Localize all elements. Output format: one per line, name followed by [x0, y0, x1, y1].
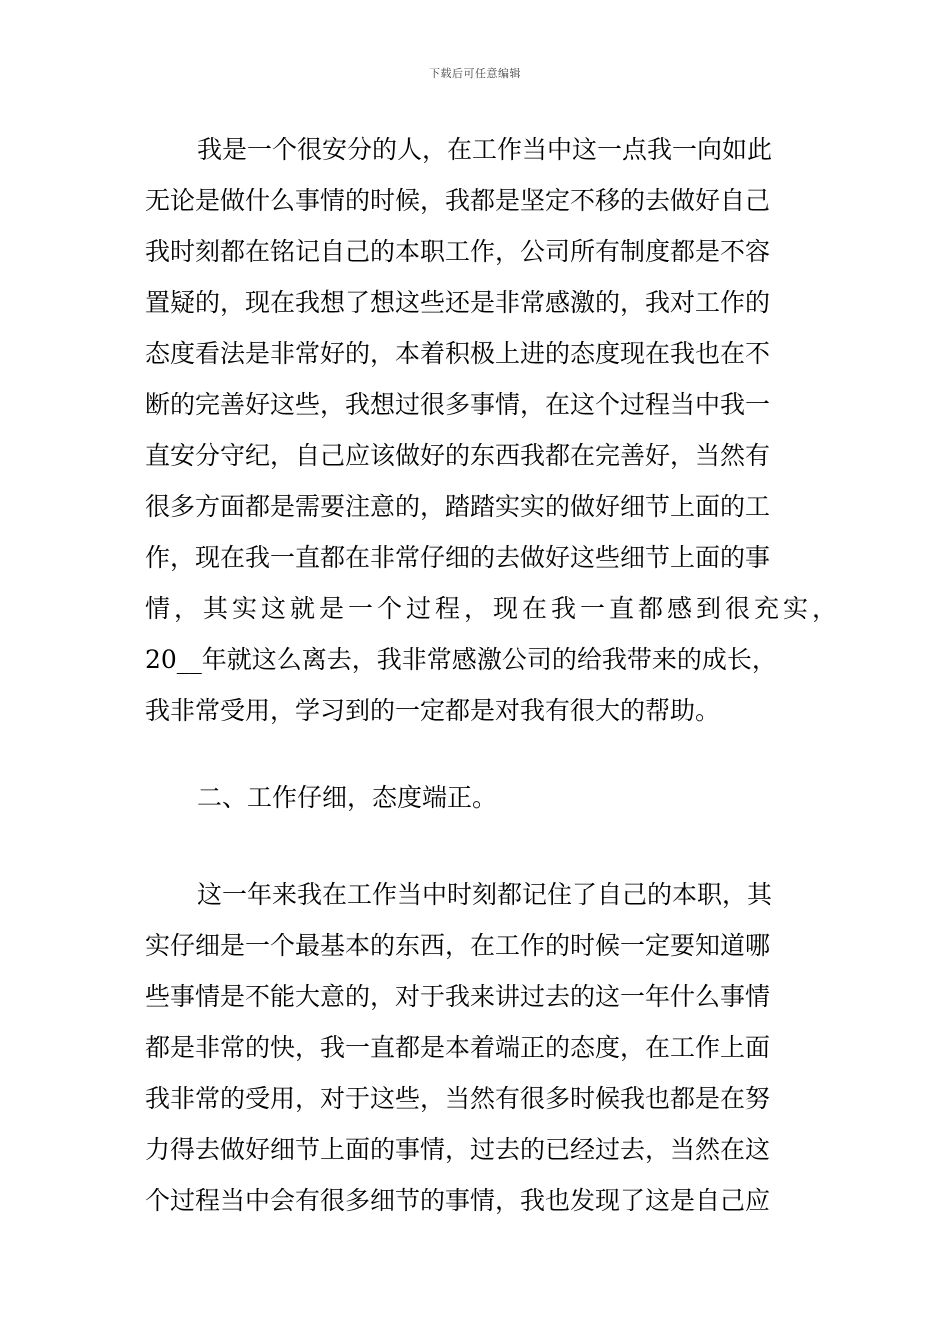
paragraph-line: 20__年就这么离去，我非常感激公司的给我带来的成长，	[145, 645, 777, 674]
paragraph-line: 个过程当中会有很多细节的事情，我也发现了这是自己应	[145, 1186, 771, 1215]
paragraph-line: 断的完善好这些，我想过很多事情，在这个过程当中我一	[145, 390, 771, 419]
paragraph-line: 情，其实这就是一个过程，现在我一直都感到很充实，	[145, 594, 842, 623]
paragraph-line: 这一年来我在工作当中时刻都记住了自己的本职，其	[197, 880, 773, 909]
section-heading-text: 二、工作仔细，态度端正。	[197, 783, 498, 812]
paragraph-line: 无论是做什么事情的时候，我都是坚定不移的去做好自己	[145, 186, 771, 215]
paragraph-line: 态度看法是非常好的，本着积极上进的态度现在我也在不	[145, 339, 771, 368]
paragraph-line: 我时刻都在铭记自己的本职工作，公司所有制度都是不容	[145, 237, 771, 266]
page-header: 下载后可任意编辑	[429, 67, 521, 80]
paragraph-2	[145, 882, 825, 1239]
paragraph-line: 力得去做好细节上面的事情，过去的已经过去，当然在这	[145, 1135, 771, 1164]
paragraph-line: 些事情是不能大意的，对于我来讲过去的这一年什么事情	[145, 982, 771, 1011]
paragraph-1	[145, 135, 842, 749]
paragraph-line: 作，现在我一直都在非常仔细的去做好这些细节上面的事	[145, 543, 771, 572]
paragraph-line: 都是非常的快，我一直都是本着端正的态度，在工作上面	[145, 1033, 771, 1062]
paragraph-line: 我是一个很安分的人，在工作当中这一点我一向如此	[197, 135, 773, 164]
paragraph-line: 我非常受用，学习到的一定都是对我有很大的帮助。	[145, 696, 721, 725]
paragraph-line: 实仔细是一个最基本的东西，在工作的时候一定要知道哪	[145, 931, 771, 960]
paragraph-line: 直安分守纪，自己应该做好的东西我都在完善好，当然有	[145, 441, 771, 470]
paragraph-line: 我非常的受用，对于这些，当然有很多时候我也都是在努	[145, 1084, 771, 1113]
section-heading	[145, 785, 825, 836]
paragraph-line: 置疑的，现在我想了想这些还是非常感激的，我对工作的	[145, 288, 771, 317]
paragraph-line: 很多方面都是需要注意的，踏踏实实的做好细节上面的工	[145, 492, 771, 521]
